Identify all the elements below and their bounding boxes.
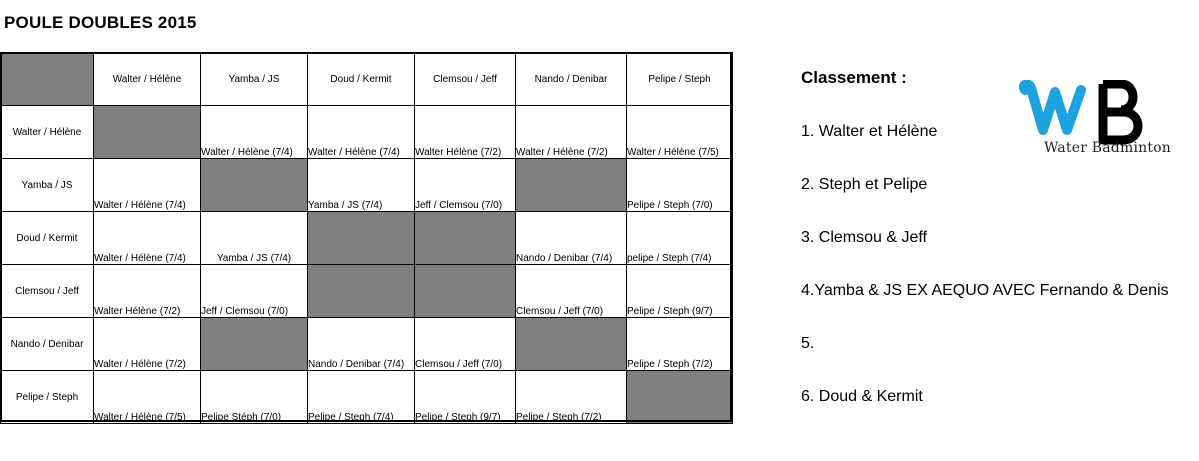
- result-cell: Jeff / Clemsou (7/0): [415, 159, 516, 212]
- result-cell: Walter / Hélène (7/4): [94, 159, 201, 212]
- result-cell: Walter / Hélène (7/4): [308, 106, 415, 159]
- row-header: Yamba / JS: [1, 159, 94, 212]
- empty-cell: [201, 159, 308, 212]
- result-cell: Pelipe / Steph (9/7): [415, 371, 516, 424]
- row-header: Clemsou / Jeff: [1, 265, 94, 318]
- row-header: Walter / Hélène: [1, 106, 94, 159]
- page-title: POULE DOUBLES 2015: [4, 13, 197, 32]
- column-header: Clemsou / Jeff: [415, 53, 516, 106]
- result-cell: Walter Hélène (7/2): [415, 106, 516, 159]
- table-row: [1, 318, 733, 371]
- empty-cell: [415, 212, 516, 265]
- header-row: [1, 53, 733, 106]
- result-cell: Walter / Hélène (7/2): [94, 318, 201, 371]
- result-cell: Pelipe / Steph (7/2): [516, 371, 627, 424]
- result-cell: Jeff / Clemsou (7/0): [201, 265, 308, 318]
- column-header: Pelipe / Steph: [627, 53, 733, 106]
- empty-cell: [308, 265, 415, 318]
- table-row: [1, 265, 733, 318]
- logo-text: Water Badminton: [1044, 140, 1172, 156]
- result-cell: Walter / Hélène (7/2): [516, 106, 627, 159]
- empty-cell: [516, 159, 627, 212]
- empty-cell: [308, 212, 415, 265]
- result-cell: Clemsou / Jeff (7/0): [415, 318, 516, 371]
- column-header: Doud / Kermit: [308, 53, 415, 106]
- empty-cell: [201, 318, 308, 371]
- row-header: Doud / Kermit: [1, 212, 94, 265]
- corner-cell: [1, 53, 94, 106]
- result-cell: Walter / Hélène (7/4): [201, 106, 308, 159]
- result-cell: Pelipe / Steph (9/7): [627, 265, 733, 318]
- table-row: [1, 159, 733, 212]
- ranking-title: Classement :: [801, 68, 907, 87]
- result-cell: Nando / Denibar (7/4): [308, 318, 415, 371]
- ranking-item: 4.Yamba & JS EX AEQUO AVEC Fernando & Denis: [801, 282, 1169, 299]
- ranking-item: 2. Steph et Pelipe: [801, 176, 928, 193]
- result-cell: Yamba / JS (7/4): [308, 159, 415, 212]
- ranking-item: 3. Clemsou & Jeff: [801, 229, 927, 246]
- result-cell: Walter / Hélène (7/5): [627, 106, 733, 159]
- result-cell: Pelipe / Steph (7/0): [627, 159, 733, 212]
- result-cell: Walter / Hélène (7/4): [94, 212, 201, 265]
- result-cell: Clemsou / Jeff (7/0): [516, 265, 627, 318]
- result-cell: Yamba / JS (7/4): [201, 212, 308, 265]
- ranking-item: 6. Doud & Kermit: [801, 388, 923, 405]
- empty-cell: [94, 106, 201, 159]
- table-row: [1, 371, 733, 424]
- table-row: [1, 106, 733, 159]
- results-table: [0, 52, 733, 424]
- ranking-item: 5.: [801, 335, 815, 352]
- result-cell: Nando / Denibar (7/4): [516, 212, 627, 265]
- column-header: Walter / Hélène: [94, 53, 201, 106]
- table-row: [1, 212, 733, 265]
- result-cell: Walter / Hélène (7/5): [94, 371, 201, 424]
- empty-cell: [627, 371, 733, 424]
- empty-cell: [415, 265, 516, 318]
- ranking-item: 1. Walter et Hélène: [801, 123, 938, 140]
- result-cell: Pelipe / Steph (7/2): [627, 318, 733, 371]
- row-header: Pelipe / Steph: [1, 371, 94, 424]
- column-header: Nando / Denibar: [516, 53, 627, 106]
- empty-cell: [516, 318, 627, 371]
- result-cell: Pelipe / Steph (7/4): [308, 371, 415, 424]
- row-header: Nando / Denibar: [1, 318, 94, 371]
- result-cell: Walter Hélène (7/2): [94, 265, 201, 318]
- column-header: Yamba / JS: [201, 53, 308, 106]
- result-cell: pelipe / Steph (7/4): [627, 212, 733, 265]
- result-cell: Pelipe Stéph (7/0): [201, 371, 308, 424]
